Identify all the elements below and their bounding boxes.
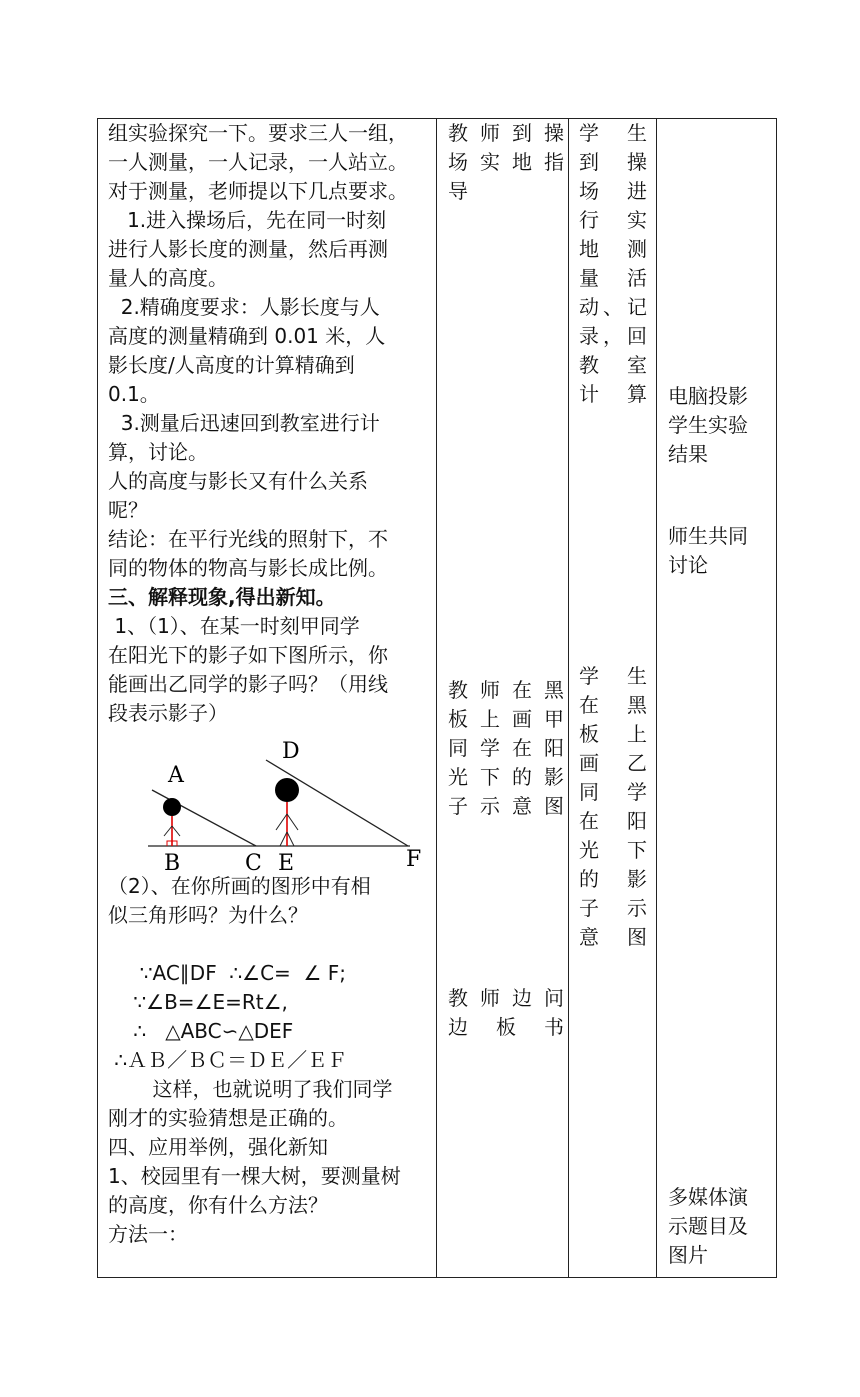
text-line: 地 测 bbox=[579, 237, 647, 261]
text-line: 结果 bbox=[668, 442, 708, 466]
text-line: 子 示 bbox=[579, 896, 647, 920]
teacher-activity-3 bbox=[448, 984, 564, 1042]
text-line: 导 bbox=[448, 179, 468, 203]
question-1 bbox=[108, 612, 428, 728]
text-line: 人的高度与影长又有什么关系 bbox=[108, 469, 368, 493]
text-line: 画 乙 bbox=[579, 751, 647, 775]
text-line: 四、应用举例，强化新知 bbox=[108, 1135, 328, 1159]
text-line: ∵AC∥DF ∴∠C= ∠ F; bbox=[108, 961, 347, 985]
text-line: 光 下 bbox=[579, 838, 647, 862]
student-d-leg bbox=[287, 832, 294, 846]
student-d-arm bbox=[276, 814, 287, 830]
text-line: 师生共同 bbox=[668, 524, 748, 548]
teacher-activity-1 bbox=[448, 119, 564, 206]
text-line: 方法一： bbox=[108, 1222, 188, 1246]
student-d-head bbox=[275, 778, 299, 802]
media-note-2 bbox=[668, 522, 772, 580]
label-b: B bbox=[164, 851, 181, 876]
text-line: 3.测量后迅速回到教室进行计 bbox=[108, 411, 380, 435]
text-line: 学生实验 bbox=[668, 413, 748, 437]
text-line: 在 阳 bbox=[579, 809, 647, 833]
student-a-arm bbox=[164, 826, 172, 836]
text-line: 1、（1）、在某一时刻甲同学 bbox=[108, 614, 360, 638]
text-line: 板上画甲 bbox=[448, 707, 564, 731]
text-line: ∴ △ABC∽△DEF bbox=[108, 1019, 294, 1043]
shadow-figure bbox=[108, 728, 428, 876]
text-line: 在阳光下的影子如下图所示，你 bbox=[108, 643, 388, 667]
media-note-3 bbox=[668, 1183, 772, 1270]
text-line: 似三角形吗？为什么？ bbox=[108, 903, 308, 927]
teacher-activity-2 bbox=[448, 676, 564, 821]
label-f: F bbox=[406, 847, 422, 872]
text-line: 教师边问 bbox=[448, 986, 564, 1010]
student-a-head bbox=[163, 798, 181, 816]
text-line: 教 室 bbox=[579, 353, 647, 377]
text-line: 电脑投影 bbox=[668, 384, 748, 408]
text-line: 量 活 bbox=[579, 266, 647, 290]
text-line: 一人测量，一人记录，一人站立。 bbox=[108, 150, 408, 174]
text-line: 到 操 bbox=[579, 150, 647, 174]
text-line: 量人的高度。 bbox=[108, 266, 228, 290]
media-note-1 bbox=[668, 382, 772, 469]
text-line: 边板书 bbox=[448, 1015, 564, 1039]
content-column bbox=[108, 119, 428, 1249]
text-line: 意图 bbox=[579, 925, 647, 949]
text-line: 组实验探究一下。要求三人一组， bbox=[108, 121, 408, 145]
text-line: 教师在黑 bbox=[448, 678, 564, 702]
column-divider bbox=[436, 119, 437, 1277]
student-activity-2 bbox=[579, 662, 647, 952]
label-d: D bbox=[282, 739, 300, 764]
text-line: （2）、在你所画的图形中有相 bbox=[108, 874, 371, 898]
sun-ray-ac bbox=[152, 790, 256, 846]
student-d-arm bbox=[287, 814, 298, 830]
text-line: 结论：在平行光线的照射下，不 bbox=[108, 527, 388, 551]
text-line: 同 学 bbox=[579, 780, 647, 804]
text-line: 在 黑 bbox=[579, 693, 647, 717]
text-line: ∴ＡＢ／ＢＣ＝ＤＥ／ＥＦ bbox=[108, 1048, 348, 1072]
text-line: 场 进 bbox=[579, 179, 647, 203]
text-line: 2.精确度要求：人影长度与人 bbox=[108, 295, 380, 319]
text-line: 对于测量，老师提以下几点要求。 bbox=[108, 179, 408, 203]
label-c: C bbox=[245, 851, 262, 876]
lesson-table bbox=[97, 118, 777, 1278]
text-line: 场实地指 bbox=[448, 150, 564, 174]
text-line: 动、记 bbox=[579, 295, 647, 319]
text-line: 行 实 bbox=[579, 208, 647, 232]
text-line: 0.1。 bbox=[108, 382, 160, 406]
text-line: 的高度，你有什么方法？ bbox=[108, 1193, 328, 1217]
text-line: 进行人影长度的测量，然后再测 bbox=[108, 237, 388, 261]
text-line: 多媒体演 bbox=[668, 1185, 748, 1209]
text-line: 光下的影 bbox=[448, 765, 564, 789]
text-line: 计算 bbox=[579, 382, 647, 406]
text-line: 影长度/人高度的计算精确到 bbox=[108, 353, 355, 377]
text-line: 学 生 bbox=[579, 664, 647, 688]
text-line: 1、校园里有一棵大树，要测量树 bbox=[108, 1164, 401, 1188]
text-line: 同的物体的物高与影长成比例。 bbox=[108, 556, 388, 580]
student-a-arm bbox=[172, 826, 180, 836]
column-divider bbox=[568, 119, 569, 1277]
section-3-title: 三、解释现象,得出新知。 bbox=[108, 585, 336, 609]
question-2 bbox=[108, 872, 428, 930]
label-a: A bbox=[168, 763, 184, 788]
text-line: 录，回 bbox=[579, 324, 647, 348]
text-line: 呢？ bbox=[108, 498, 148, 522]
text-line: 刚才的实验猜想是正确的。 bbox=[108, 1106, 348, 1130]
column-divider bbox=[656, 119, 657, 1277]
text-line: 示题目及 bbox=[668, 1214, 748, 1238]
text-line: 同学在阳 bbox=[448, 736, 564, 760]
student-d-leg bbox=[280, 832, 287, 846]
text-line: 图片 bbox=[668, 1243, 708, 1267]
student-activity-1 bbox=[579, 119, 647, 409]
text-line: 高度的测量精确到 0.01 米，人 bbox=[108, 324, 386, 348]
proof-and-application bbox=[108, 959, 428, 1249]
text-line: 1.进入操场后，先在同一时刻 bbox=[108, 208, 387, 232]
text-line: 子示意图 bbox=[448, 794, 564, 818]
text-line: 板 上 bbox=[579, 722, 647, 746]
text-line: 段表示影子） bbox=[108, 701, 228, 725]
text-line: 算，讨论。 bbox=[108, 440, 208, 464]
text-line: ∵∠B=∠E=Rt∠, bbox=[108, 990, 288, 1014]
label-e: E bbox=[278, 851, 295, 876]
text-line: 的 影 bbox=[579, 867, 647, 891]
text-line: 学 生 bbox=[579, 121, 647, 145]
text-line: 这样，也就说明了我们同学 bbox=[108, 1077, 393, 1101]
text-line: 讨论 bbox=[668, 553, 708, 577]
text-line: 教师到操 bbox=[448, 121, 564, 145]
experiment-requirements bbox=[108, 119, 428, 583]
text-line: 能画出乙同学的影子吗？（用线 bbox=[108, 672, 388, 696]
